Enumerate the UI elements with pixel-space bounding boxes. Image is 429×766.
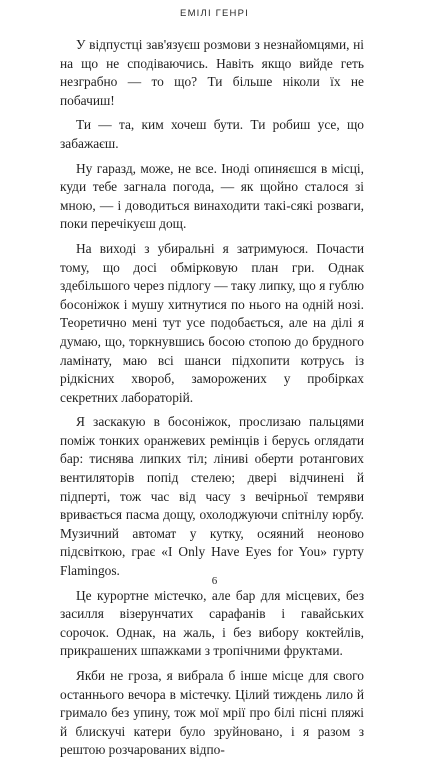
page-number: 6	[211, 575, 218, 587]
running-head: ЕМІЛІ ГЕНРІ	[180, 8, 249, 19]
paragraph: У відпустці зав'язуєш розмови з незнайомцями, ні на що не сподіваючись. Навіть якщо вийде геть незграбно — то що? Ти більше ніколи їх не побачиш!	[60, 37, 364, 108]
paragraph: Це курортне містечко, але бар для місцевих, без засилля візерунчатих сарафанів і гавайських сорочок. Однак, на жаль, і без вибору коктейлів, прикрашених шпажками з тропічними фруктами.	[60, 587, 364, 659]
body-text	[60, 36, 364, 766]
paragraph: Ну гаразд, може, не все. Іноді опиняєшся в місці, куди тебе загнала погода, — як щойно сталося зі мною, — і доводиться винаходити такі-сякі розваги, поки перечікуєш дощ.	[60, 160, 364, 232]
paragraph: Ти — та, ким хочеш бути. Ти робиш усе, що забажаєш.	[60, 117, 364, 151]
paragraph: Якби не гроза, я вибрала б інше місце для свого останнього вечора в містечку. Цілий тиждень лило й гримало без упину, тож мої мрії про білі пісні пляжі й блискучі катери було зруйновано, і я разом з рештою розчарованих відпо-	[60, 668, 364, 758]
paragraph: Я заскакую в босоніжок, прослизаю пальцями поміж тонких оранжевих ремінців і берусь оглядати бар: тиснява липких тіл; ліниві оберти ротангових вентиляторів попід стелею; двері відчинені й підперті, тож час від часу з вечірньої темряви вривається пасма дощу, охолоджуючи спітнілу юрбу. Музичний автомат у кутку, осяяний неоново підсвіткою, грає «I Only Have Eyes for You» гурту Flamingos.	[60, 414, 364, 579]
paragraph: На виході з убиральні я затримуюся. Почасти тому, що досі обмірковую план гри. Однак здебільшого через підлогу — таку липку, що я гублю босоніжок і мушу хитнутися по нього на одній нозі. Теоретично мені тут усе подобається, але на ділі я думаю, що, торкнувшись босою стопою до брудного ламінату, маю всі шанси підхопити котрусь із рідкісних хвороб, заморожених у пробірках секретних лабораторій.	[60, 240, 364, 405]
